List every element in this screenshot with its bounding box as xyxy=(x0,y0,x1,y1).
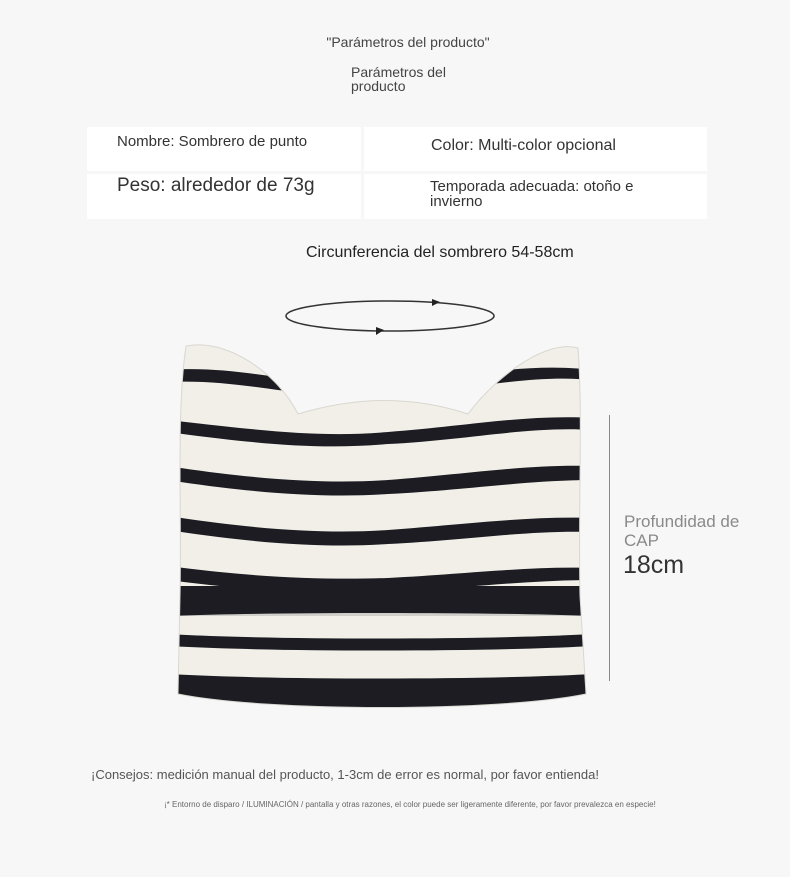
param-cell-color xyxy=(364,127,707,171)
param-cell-weight xyxy=(87,174,361,219)
circumference-ring-icon xyxy=(284,296,498,338)
depth-label: Profundidad de CAP xyxy=(624,512,740,550)
param-color-text: Color: Multi-color opcional xyxy=(431,137,616,154)
param-name-text: Nombre: Sombrero de punto xyxy=(117,133,308,150)
depth-value: 18cm xyxy=(623,551,685,579)
circumference-label: Circunferencia del sombrero 54-58cm xyxy=(306,244,574,261)
depth-measure-line xyxy=(609,415,610,681)
param-weight-text: Peso: alrededor de 73g xyxy=(117,175,315,196)
color-disclaimer: ¡* Entorno de disparo / ILUMINACIÓN / pantalla y otras razones, el color puede ser ligeramente diferente, por favor prevalezca en especie! xyxy=(164,800,656,809)
param-season-text: Temporada adecuada: otoño e invierno xyxy=(430,178,634,210)
measurement-tip: ¡Consejos: medición manual del producto, 1-3cm de error es normal, por favor entienda! xyxy=(91,767,599,782)
product-parameters-table xyxy=(87,127,707,219)
page-title: "Parámetros del producto" xyxy=(326,34,490,50)
page-subtitle: Parámetros del producto xyxy=(351,64,446,94)
arrow-right-icon xyxy=(432,299,440,306)
cat-ear-beanie-image xyxy=(168,334,593,714)
param-cell-season xyxy=(364,174,707,219)
param-cell-name xyxy=(87,127,361,171)
